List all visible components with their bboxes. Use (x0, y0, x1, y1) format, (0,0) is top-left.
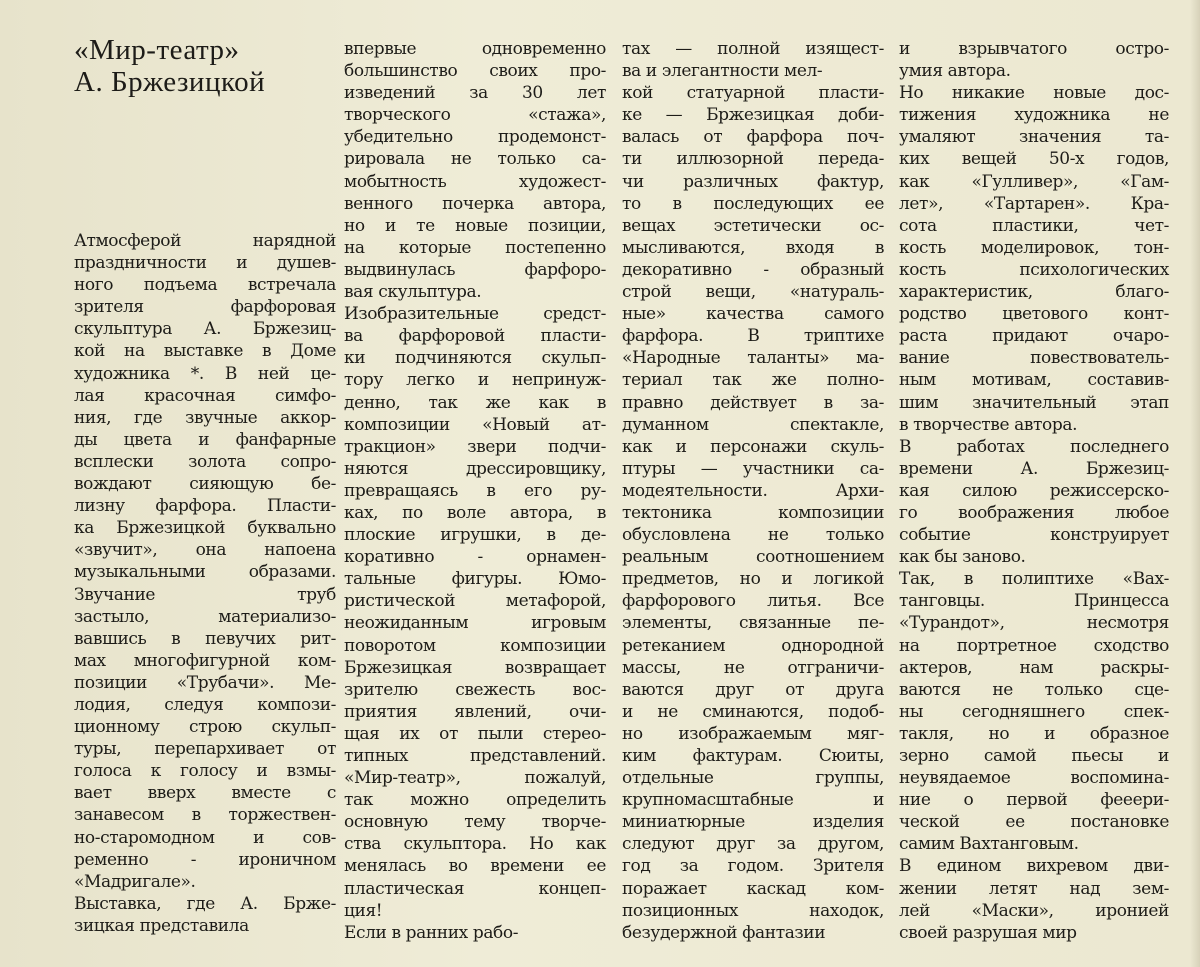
text-line: мысливаются, входя в (622, 237, 884, 258)
text-line: и взрывчатого остро- (899, 39, 1169, 59)
text-line: зрителя фарфоровая (74, 297, 336, 318)
text-line: раста придают очаро- (899, 326, 1169, 347)
article-title (74, 34, 344, 98)
text-line: пластическая концеп- (344, 878, 606, 899)
text-column-2 (344, 38, 606, 944)
text-line: денно, так же как в (344, 392, 606, 413)
text-line: позиционных находок, (622, 900, 884, 921)
text-line: тах — полной изящест- (622, 39, 884, 59)
text-line: тектоника композиции (622, 502, 884, 523)
text-line: танговцы. Принцесса (899, 591, 1169, 612)
text-line: думанном спектакле, (622, 414, 884, 435)
text-line: застыло, материализо- (74, 606, 336, 627)
text-column-1 (74, 230, 336, 937)
text-line: ным мотивам, составив- (899, 370, 1169, 391)
text-line: как «Гулливер», «Гам- (899, 171, 1169, 192)
text-line: на которые постепенно (344, 237, 606, 258)
text-column-3 (622, 38, 884, 944)
text-line: кость психологических (899, 259, 1169, 280)
text-line: элементы, связанные пе- (622, 613, 884, 634)
text-line: год за годом. Зрителя (622, 856, 884, 877)
title-line: «Мир-театр» (74, 34, 240, 66)
text-line: «Мадригале». (74, 871, 196, 892)
text-line: типных представлений. (344, 746, 606, 766)
text-line: тижения художника не (899, 105, 1169, 126)
text-line: голоса к голосу и взмы- (74, 761, 336, 782)
text-line: крупномасштабные и (622, 790, 884, 811)
text-line: самим Вахтанговым. (899, 834, 1079, 855)
text-line: зицкая представила (74, 915, 249, 936)
text-line: ческой ее постановке (899, 812, 1169, 833)
text-line: зерно самой пьесы и (899, 746, 1169, 766)
text-line: няются дрессировщику, (344, 458, 606, 479)
text-line: кая силою режиссерско- (899, 480, 1169, 501)
text-line: лая красочная симфо- (74, 385, 336, 406)
text-line: Изобразительные средст- (344, 304, 606, 325)
text-line: Атмосферой нарядной (74, 231, 336, 251)
text-line: «Народные таланты» ма- (622, 348, 884, 369)
text-line: ния, где звучные аккор- (74, 407, 336, 428)
text-line: рировала не только са- (344, 149, 606, 170)
page-edge-shadow (1190, 0, 1200, 967)
text-line: ременно - ироничном (74, 849, 336, 870)
text-line: на портретное сходство (899, 635, 1169, 656)
text-line: вание повествователь- (899, 348, 1169, 369)
text-line: правно действует в за- (622, 392, 884, 413)
text-line: шим значительный этап (899, 392, 1169, 413)
text-line: ды цвета и фанфарные (74, 429, 336, 450)
text-line: всплески золота сопро- (74, 451, 336, 472)
text-line: тальные фигуры. Юмо- (344, 569, 606, 590)
text-line: вая скульптура. (344, 282, 482, 303)
text-line: ка Бржезицкой буквально (74, 518, 336, 539)
text-line: В работах последнего (899, 436, 1169, 457)
text-line: «звучит», она напоена (74, 540, 336, 561)
text-line: превращаясь в его ру- (344, 480, 606, 501)
text-line: убедительно продемонст- (344, 127, 606, 148)
text-line: ристической метафорой, (344, 591, 606, 612)
text-line: строй вещи, «натураль- (622, 282, 884, 303)
text-line: птуры — участники са- (622, 458, 884, 479)
text-line: основную тему творче- (344, 812, 606, 833)
text-line: художника *. В ней це- (74, 363, 336, 384)
text-line: ва фарфоровой пласти- (344, 326, 606, 347)
text-line: ваются друг от друга (622, 679, 884, 700)
text-line: го воображения любое (899, 502, 1169, 523)
text-line: позиции «Трубачи». Ме- (74, 672, 336, 693)
text-line: скульптура А. Бржезиц- (74, 319, 336, 340)
text-line: реальным соотношением (622, 547, 884, 568)
text-line: неожиданным игровым (344, 613, 606, 634)
text-line: модеятельности. Архи- (622, 480, 884, 501)
text-line: ти иллюзорной переда- (622, 149, 884, 170)
text-line: выдвинулась фарфоро- (344, 259, 606, 280)
text-line: так можно определить (344, 790, 606, 811)
text-line: ция! (344, 900, 383, 921)
text-line: Звучание труб (74, 584, 336, 605)
text-line: вещах эстетически ос- (622, 215, 884, 236)
text-line: занавесом в торжествен- (74, 805, 336, 826)
text-line: мах многофигурной ком- (74, 650, 336, 671)
text-line: лодия, следуя компози- (74, 694, 336, 715)
text-line: ки подчиняются скульп- (344, 348, 606, 369)
text-line: безудержной фантазии (622, 922, 826, 943)
text-line: венного почерка автора, (344, 193, 606, 214)
text-line: поворотом композиции (344, 635, 606, 656)
text-line: ства скульптора. Но как (344, 834, 606, 855)
text-line: ные» качества самого (622, 304, 884, 325)
text-line: умия автора. (899, 61, 1011, 82)
text-line: териал так же полно- (622, 370, 884, 391)
text-line: плоские игрушки, в де- (344, 525, 606, 546)
text-line: щая их от пыли стерео- (344, 723, 606, 744)
text-line: творческого «стажа», (344, 105, 606, 126)
text-line: как бы заново. (899, 547, 1026, 568)
text-line: как и персонажи скуль- (622, 436, 884, 457)
text-line: ние о первой фееери- (899, 790, 1169, 811)
text-line: в творчестве автора. (899, 414, 1078, 435)
text-line: тракцион» звери подчи- (344, 436, 606, 457)
text-line: валась от фарфора поч- (622, 127, 884, 148)
text-line: Так, в полиптихе «Вах- (899, 569, 1169, 590)
text-line: ких вещей 50-х годов, (899, 149, 1169, 170)
text-line: В едином вихревом дви- (899, 856, 1169, 877)
text-line: но-старомодном и сов- (74, 827, 336, 848)
text-line: лей «Маски», иронией (899, 900, 1169, 921)
text-line: поражает каскад ком- (622, 878, 884, 899)
text-line: Если в ранних рабо- (344, 922, 519, 943)
text-line: следуют друг за другом, (622, 834, 884, 855)
text-line: туры, перепархивает от (74, 739, 336, 760)
text-line: лизну фарфора. Пласти- (74, 496, 336, 517)
text-line: тору легко и непринуж- (344, 370, 606, 391)
text-line: Бржезицкая возвращает (344, 657, 606, 678)
text-line: жении летят над зем- (899, 878, 1169, 899)
text-line: кость моделировок, тон- (899, 237, 1169, 258)
text-line: ках, по воле автора, в (344, 502, 606, 523)
text-line: то в последующих ее (622, 193, 884, 214)
text-line: «Турандот», несмотря (899, 613, 1169, 634)
text-line: фарфора. В триптихе (622, 326, 884, 347)
text-line: Но никакие новые дос- (899, 83, 1169, 104)
text-line: ны сегодняшнего спек- (899, 701, 1169, 722)
text-line: неувядаемое воспомина- (899, 768, 1169, 789)
text-line: ного подъема встречала (74, 275, 336, 296)
text-line: изведений за 30 лет (344, 83, 606, 104)
text-line: Выставка, где А. Бржe- (74, 893, 336, 914)
text-line: лет», «Тартарен». Кра- (899, 193, 1169, 214)
text-line: ким фактурам. Сюиты, (622, 746, 884, 766)
text-line: кой статуарной пласти- (622, 83, 884, 104)
text-line: времени А. Бржезиц- (899, 458, 1169, 479)
text-line: своей разрушая мир (899, 922, 1077, 943)
text-line: отдельные группы, (622, 768, 884, 789)
text-line: ваются не только сце- (899, 679, 1169, 700)
text-line: приятия явлений, очи- (344, 701, 606, 722)
text-line: и не сминаются, подоб- (622, 701, 884, 722)
text-line: мобытность художест- (344, 171, 606, 192)
text-line: декоративно - образный (622, 259, 884, 280)
text-line: но и те новые позиции, (344, 215, 606, 236)
text-line: вавшись в певучих рит- (74, 628, 336, 649)
text-line: массы, не отграничи- (622, 657, 884, 678)
text-line: вает вверх вместе с (74, 783, 336, 804)
text-column-4 (899, 38, 1169, 944)
text-line: умаляют значения та- (899, 127, 1169, 148)
text-line: менялась во времени ее (344, 856, 606, 877)
text-line: ва и элегантности мел- (622, 61, 823, 82)
text-line: ке — Бржезицкая доби- (622, 105, 884, 126)
text-line: событие конструирует (899, 525, 1169, 546)
title-line: А. Бржезицкой (74, 66, 266, 98)
text-line: «Мир-театр», пожалуй, (344, 768, 606, 789)
text-line: зрителю свежесть вос- (344, 679, 606, 700)
text-line: чи различных фактур, (622, 171, 884, 192)
text-line: ретеканием однородной (622, 635, 884, 656)
text-line: но изображаемым мяг- (622, 723, 884, 744)
text-line: родство цветового конт- (899, 304, 1169, 325)
text-line: миниатюрные изделия (622, 812, 884, 833)
text-line: обусловлена не только (622, 525, 884, 546)
text-line: ционному строю скульп- (74, 717, 336, 738)
text-line: впервые одновременно (344, 39, 606, 59)
text-line: характеристик, благо- (899, 282, 1169, 303)
text-line: коративно - орнамен- (344, 547, 606, 568)
text-line: такля, но и образное (899, 723, 1169, 744)
text-line: сота пластики, чет- (899, 215, 1169, 236)
text-line: музыкальными образами. (74, 562, 336, 583)
text-line: актеров, нам раскры- (899, 657, 1169, 678)
text-line: кой на выставке в Доме (74, 341, 336, 362)
text-line: вождают сияющую бе- (74, 474, 336, 495)
text-line: предметов, но и логикой (622, 569, 884, 590)
text-line: композиции «Новый ат- (344, 414, 606, 435)
text-line: фарфорового литья. Все (622, 591, 884, 612)
text-line: праздничности и душев- (74, 253, 336, 274)
text-line: большинство своих про- (344, 61, 606, 82)
